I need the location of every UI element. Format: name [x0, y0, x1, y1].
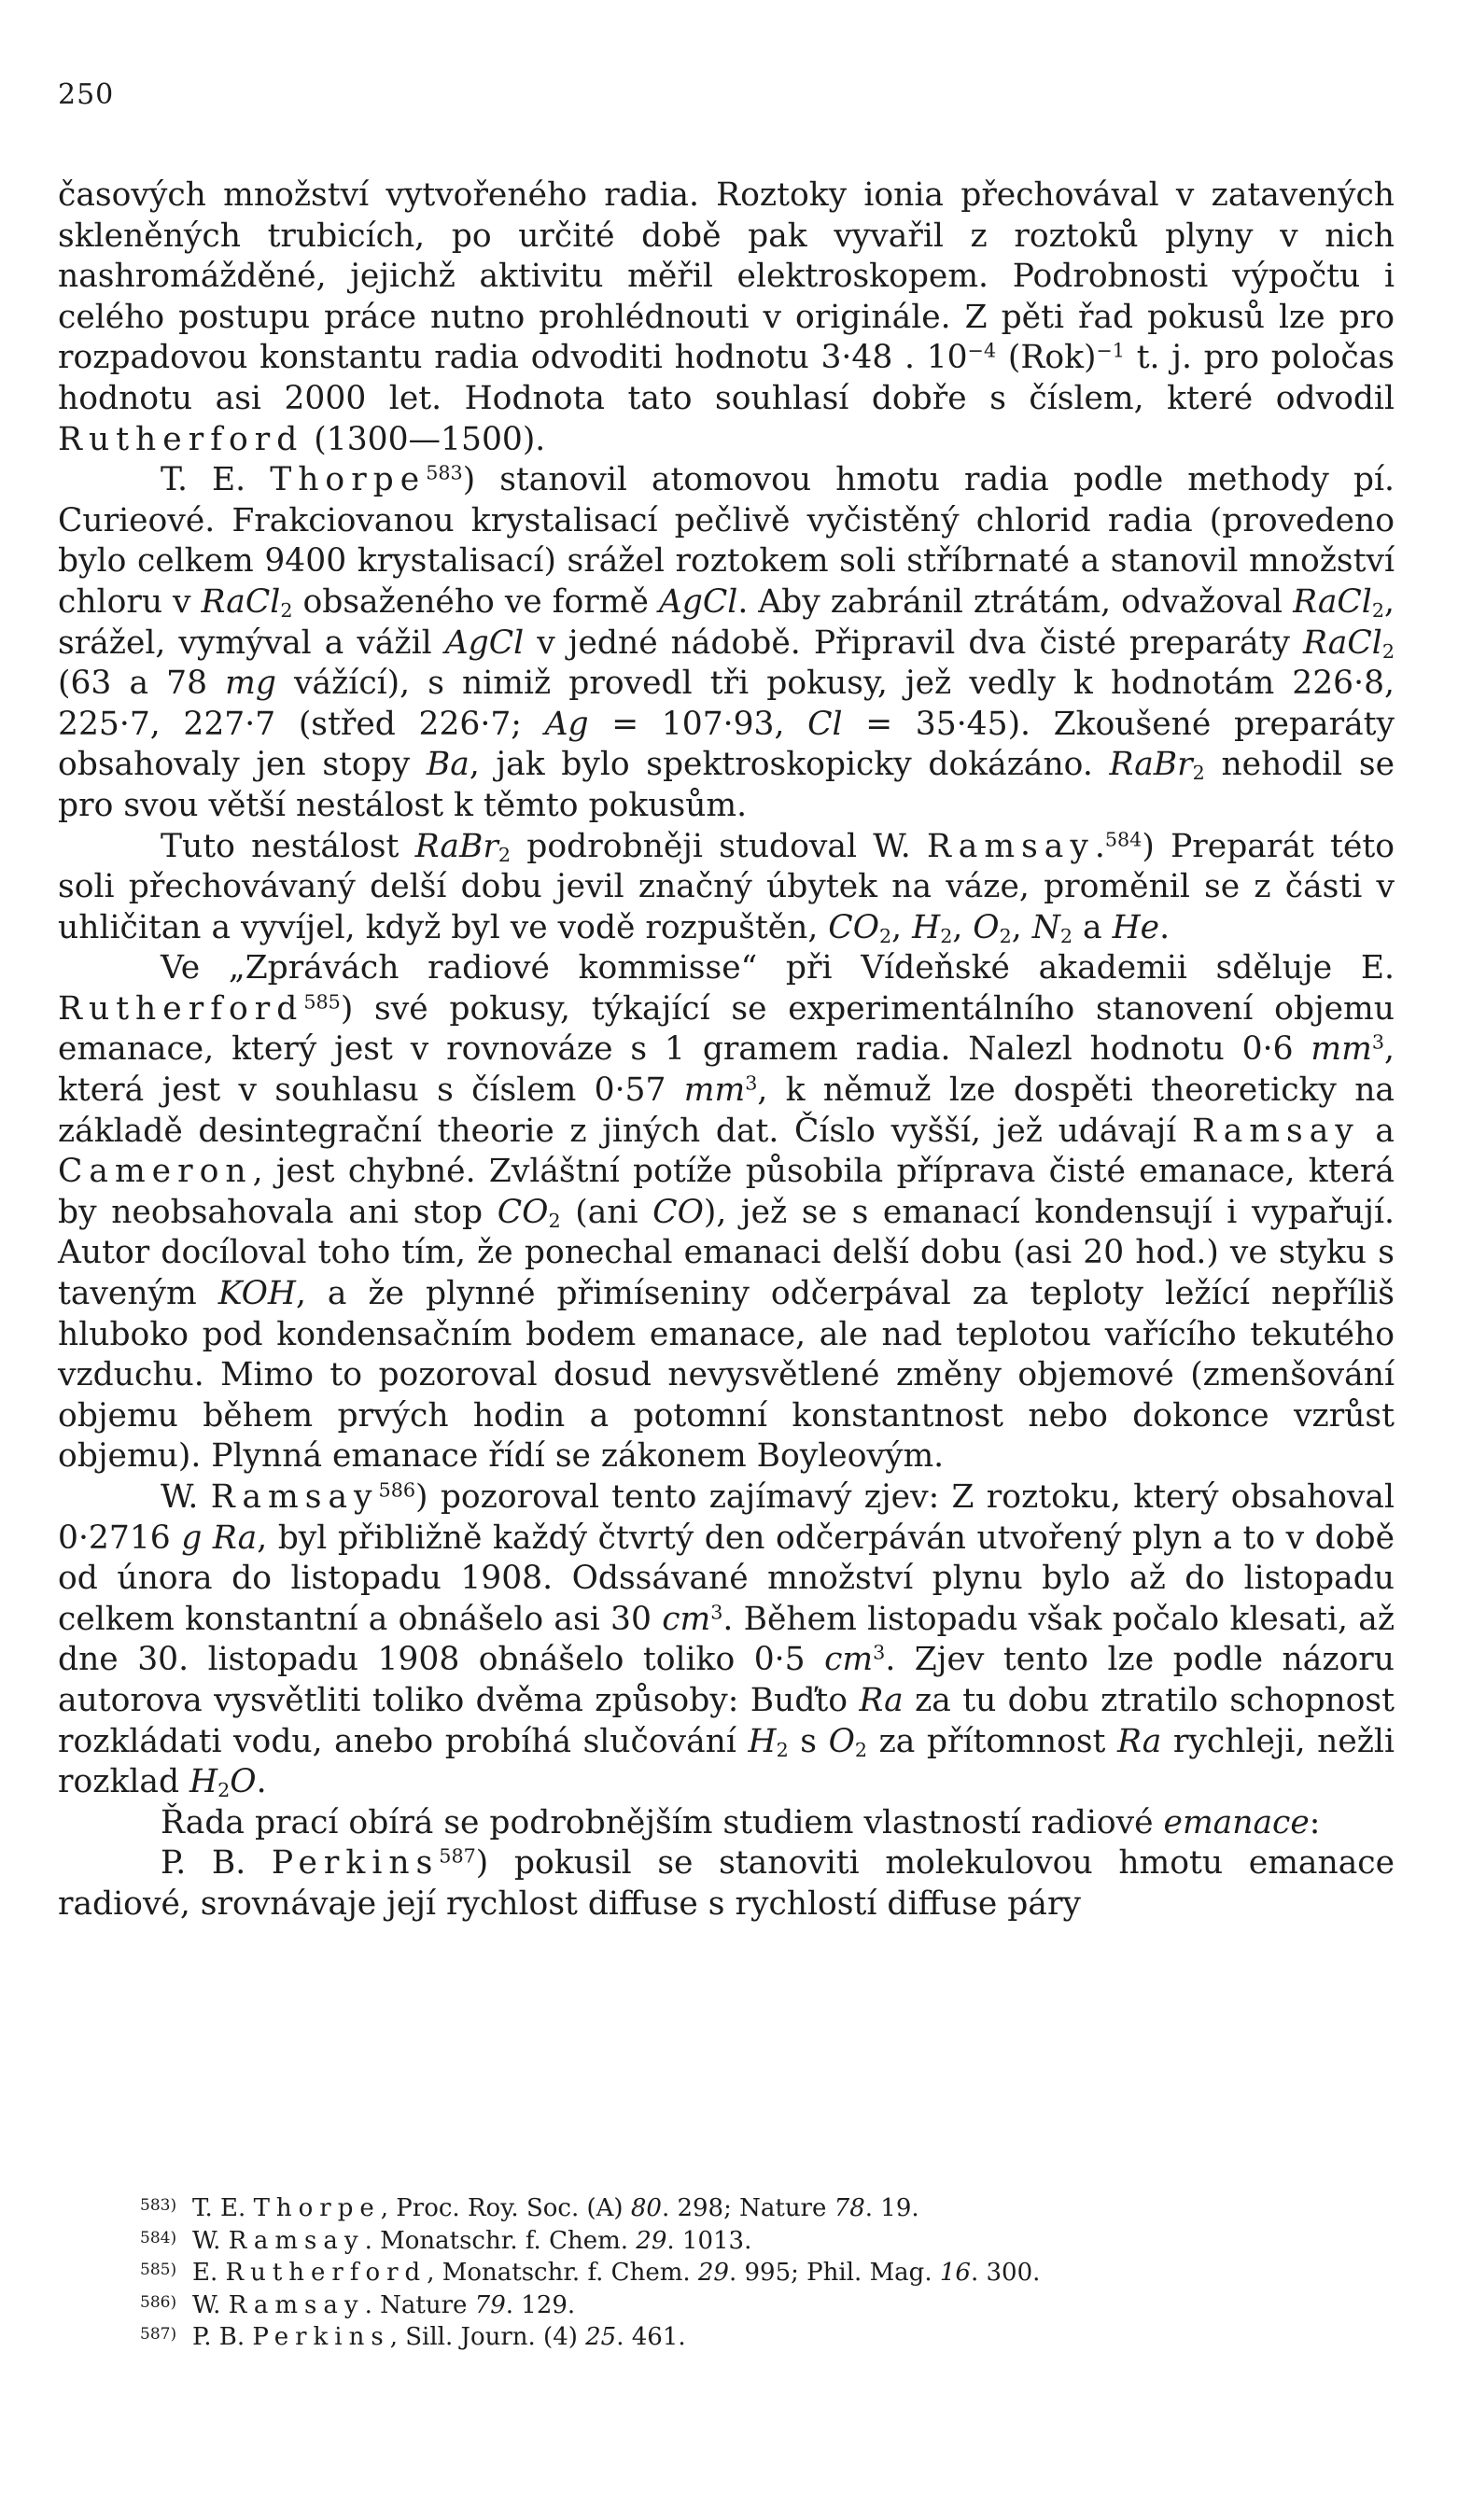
text-run: . Během listopadu však počalo klesati, až dne 30. listopadu 1908 obnášelo toliko 0·5 — [58, 1600, 1395, 1679]
text-run: časových množství vytvořeného radia. Roztoky ionia přechovával v zatavených skleněných trubicích, po určité době pak vyvařil z roztoků plyny v nich nashromážděné, jejichž aktivitu měřil elektroskopem. Podrobnosti výpočtu i celého postupu práce nutno prohlédnouti v originále. Z pěti řad pokusů lze pro rozpadovou konstantu radia odvoditi hodnotu 3·48 . 10 — [58, 176, 1395, 377]
text-run: W. — [192, 2290, 229, 2319]
text-run: ) své pokusy, týkající se experimentálního stanovení objemu emanace, který jest v rovnováze s 1 gramem radia. Nalezl hodnotu 0·6 — [58, 989, 1395, 1069]
italic-text: RaCl — [1293, 582, 1372, 621]
italic-text: AgCl — [444, 623, 525, 662]
italic-text: O — [230, 1763, 257, 1801]
italic-text: 80 — [630, 2194, 662, 2222]
text-run: , Monatschr. f. Chem. — [427, 2259, 698, 2287]
text-run: . 300. — [970, 2259, 1041, 2287]
text-run: s — [788, 1722, 829, 1760]
italic-text: CO — [828, 908, 879, 946]
superscript: 587 — [439, 1844, 476, 1868]
italic-text: O — [973, 908, 1000, 946]
italic-text: H — [748, 1722, 777, 1760]
text-run: , byl přibližně každý čtvrtý den odčerpáván utvořený plyn a to v době od února do listopadu 1908. Odssávané množství plynu bylo až do listopadu celkem konstantní a obnášelo asi 30 — [58, 1519, 1395, 1638]
body-text — [58, 175, 1395, 1925]
text-run: , Proc. Roy. Soc. (A) — [380, 2194, 631, 2222]
italic-text: CO — [497, 1193, 549, 1231]
text-run: T. E. — [161, 461, 271, 499]
superscript: 583 — [426, 461, 463, 484]
superscript: 586 — [378, 1478, 416, 1502]
text-run: ), jež se s emanací kondensují i vypařují. Autor docíloval toho tím, že ponechal emanaci delší dobu (asi 20 hod.) ve styku s taveným — [58, 1193, 1395, 1313]
paragraph — [58, 175, 1395, 460]
text-run: . 461. — [616, 2323, 686, 2351]
italic-text: 16 — [939, 2259, 971, 2287]
text-run: v jedné nádobě. Připravil dva čisté preparáty — [524, 623, 1304, 662]
superscript: 3 — [745, 1071, 758, 1095]
italic-text: Ag — [544, 705, 589, 743]
superscript: −1 — [1096, 340, 1125, 362]
italic-text: Cl — [807, 705, 843, 743]
text-run: , která jest v souhlasu s číslem 0·57 — [58, 1030, 1395, 1110]
spaced-name: Rutherford — [58, 420, 304, 458]
italic-text: cm — [824, 1641, 874, 1679]
subscript: 2 — [940, 924, 953, 947]
text-run: . 995; Phil. Mag. — [728, 2259, 940, 2287]
text-run: . 19. — [864, 2194, 919, 2222]
paragraph — [58, 948, 1395, 1477]
text-run: . — [1159, 908, 1171, 946]
text-run: , k němuž lze dospěti theoreticky na základě desintegrační theorie z jiných dat. Číslo vyšší, jež udávají — [58, 1071, 1395, 1150]
paragraph — [58, 460, 1395, 826]
text-run: , jak bylo spektroskopicky dokázáno. — [469, 746, 1110, 784]
subscript: 2 — [854, 1738, 868, 1761]
footnote — [140, 2289, 1400, 2321]
subscript: 2 — [1371, 599, 1385, 623]
text-run: . Monatschr. f. Chem. — [364, 2226, 637, 2255]
text-run: , a že plynné přimíseniny odčerpával za teploty ležící nepříliš hluboko pod kondensačním bodem emanace, ale nad teplotou vařícího tekutého vzduchu. Mimo to pozoroval dosud nevysvětlené změny objemové (zmenšování objemu během prvých hodin a potomní konstantnost nebo dokonce vzrůst objemu). Plynná emanace řídí se zákonem Boyleovým. — [58, 1275, 1395, 1476]
text-run: , — [952, 908, 974, 946]
italic-text: mg — [225, 665, 276, 703]
text-run: t. j. pro poločas hodnotu asi 2000 let. Hodnota tato souhlasí dobře s číslem, které odvodil — [58, 339, 1395, 417]
spaced-name: Rutherford — [225, 2259, 428, 2287]
text-run: . Aby zabránil ztrátám, odvažoval — [737, 582, 1294, 621]
text-run: . Zjev tento lze podle názoru autorova vysvětliti toliko dvěma způsoby: Buďto — [58, 1641, 1395, 1719]
text-run: . 129. — [505, 2290, 576, 2319]
superscript: −4 — [967, 340, 997, 362]
text-run: podrobněji studoval W. — [511, 827, 928, 865]
text-run: P. B. — [161, 1844, 272, 1883]
text-run: W. — [161, 1478, 211, 1516]
paragraph — [58, 827, 1395, 949]
subscript: 2 — [1059, 924, 1073, 947]
text-run: = 107·93, — [588, 705, 808, 743]
italic-text: mm — [1311, 1030, 1372, 1069]
paragraph — [58, 1477, 1395, 1803]
paragraph — [58, 1843, 1395, 1925]
spaced-name: Perkins — [271, 1844, 440, 1883]
text-run: Tuto nestálost — [161, 827, 415, 865]
italic-text: H — [912, 908, 941, 946]
footnote-number: 585) — [140, 2261, 177, 2279]
italic-text: Ra — [1116, 1722, 1162, 1760]
italic-text: g Ra — [181, 1519, 258, 1557]
superscript: 584 — [1104, 828, 1143, 851]
text-run: . 1013. — [666, 2226, 752, 2255]
spaced-name: Ramsay — [228, 2226, 365, 2255]
text-run: a — [1072, 908, 1113, 946]
text-run: . 298; Nature — [661, 2194, 834, 2222]
italic-text: cm — [662, 1600, 711, 1638]
text-run: Řada prací obírá se podrobnějším studiem vlastností radiové — [161, 1803, 1164, 1841]
footnote-number: 583) — [140, 2196, 177, 2215]
superscript: 3 — [710, 1601, 723, 1624]
spaced-name: Ramsay — [228, 2290, 365, 2319]
footnote — [140, 2256, 1400, 2289]
text-run: (63 a 78 — [58, 665, 226, 703]
footnote-number: 584) — [140, 2228, 177, 2247]
text-run: , — [1011, 908, 1032, 946]
footnotes — [140, 2191, 1400, 2353]
footnote — [140, 2224, 1400, 2257]
subscript: 2 — [498, 843, 511, 866]
text-run: nehodil se pro svou větší nestálost k těmto pokusům. — [58, 746, 1395, 824]
italic-text: RaBr — [1109, 746, 1193, 784]
text-run: (ani — [560, 1193, 653, 1231]
spaced-name: Cameron — [58, 1153, 253, 1191]
subscript: 2 — [878, 924, 892, 947]
italic-text: O — [828, 1722, 855, 1760]
text-run: rychleji, nežli rozklad — [58, 1722, 1395, 1801]
italic-text: Ra — [859, 1681, 904, 1719]
italic-text: mm — [683, 1071, 746, 1110]
italic-text: 29 — [697, 2259, 729, 2287]
text-run: W. — [192, 2226, 229, 2255]
page-number: 250 — [58, 78, 115, 111]
italic-text: Ba — [426, 746, 470, 784]
footnote-number: 586) — [140, 2292, 177, 2312]
text-run: (Rok) — [996, 339, 1097, 377]
text-run: . Nature — [364, 2290, 475, 2319]
text-run: obsaženého ve formě — [292, 582, 659, 621]
italic-text: 29 — [636, 2226, 667, 2255]
text-run: (1300—1500). — [303, 420, 546, 458]
italic-text: 25 — [585, 2323, 617, 2351]
italic-text: RaBr — [414, 827, 498, 865]
text-run: ) Preparát této soli přechovávaný delší dobu jevil značný úbytek na váze, proměnil se z části v uhličitan a vyvíjel, když byl ve vodě rozpuštěn, — [58, 827, 1395, 946]
text-run: vážící), s nimiž provedl tři pokusy, jež vedly k hodnotám 226·8, 225·7, 227·7 (střed 226·7; — [58, 665, 1395, 743]
italic-text: AgCl — [658, 582, 738, 621]
text-run: = 35·45). Zkoušené preparáty obsahovaly jen stopy — [58, 705, 1395, 784]
spaced-name: Thorpe — [270, 461, 427, 499]
paragraph — [58, 1803, 1395, 1844]
subscript: 2 — [217, 1779, 231, 1802]
text-run: ) pozoroval tento zajímavý zjev: Z roztoku, který obsahoval 0·2716 — [58, 1478, 1395, 1557]
text-run: , jest chybné. Zvláštní potíže působila příprava čisté emanace, která by neobsahovala ani stop — [58, 1153, 1395, 1231]
text-run: a — [1359, 1112, 1395, 1150]
footnote-separator — [58, 2154, 1395, 2155]
text-run: : — [1309, 1803, 1321, 1841]
subscript: 2 — [999, 924, 1012, 947]
spaced-name: Thorpe — [253, 2194, 381, 2222]
italic-text: CO — [652, 1193, 704, 1231]
spaced-name: Ramsay — [210, 1478, 379, 1516]
spaced-name: Ramsay — [927, 827, 1095, 865]
footnote-number: 587) — [140, 2325, 177, 2344]
text-run: za přítomnost — [867, 1722, 1117, 1760]
superscript: 585 — [303, 990, 341, 1014]
italic-text: emanace — [1163, 1803, 1310, 1841]
italic-text: 79 — [474, 2290, 506, 2319]
italic-text: RaCl — [1303, 623, 1382, 662]
text-run: Ve „Zprávách radiové kommisse“ při Vídeňské akademii sděluje E. — [161, 949, 1395, 987]
text-run: , srážel, vymýval a vážil — [58, 582, 1395, 662]
subscript: 2 — [776, 1738, 789, 1761]
text-run: . — [256, 1763, 267, 1801]
superscript: 3 — [873, 1642, 886, 1664]
text-run: , Sill. Journ. (4) — [389, 2323, 586, 2351]
footnote — [140, 2320, 1400, 2353]
subscript: 2 — [1192, 762, 1205, 785]
superscript: 3 — [1371, 1031, 1385, 1055]
italic-text: 78 — [834, 2194, 865, 2222]
text-run: za tu dobu ztratilo schopnost rozkládati vodu, anebo probíhá slučování — [58, 1681, 1395, 1760]
italic-text: He — [1112, 908, 1160, 946]
spaced-name: Rutherford — [58, 989, 304, 1028]
subscript: 2 — [548, 1210, 561, 1233]
text-run: ) pokusil se stanoviti molekulovou hmotu emanace radiové, srovnávaje její rychlost diffuse s rychlostí diffuse páry — [58, 1844, 1395, 1923]
text-run: E. — [192, 2259, 226, 2287]
text-run: . — [1094, 827, 1105, 865]
italic-text: N — [1031, 908, 1060, 946]
italic-text: KOH — [217, 1275, 296, 1313]
spaced-name: Perkins — [252, 2323, 390, 2351]
subscript: 2 — [1381, 639, 1395, 663]
text-run: ) stanovil atomovou hmotu radia podle methody pí. Curieové. Frakciovanou krystalisací pečlivě vyčistěný chlorid radia (provedeno bylo celkem 9400 krystalisací) srážel roztokem soli stříbrnaté a stanovil množství chloru v — [58, 461, 1395, 621]
spaced-name: Ramsay — [1191, 1112, 1360, 1150]
footnote — [140, 2191, 1400, 2224]
text-run: , — [891, 908, 913, 946]
italic-text: H — [189, 1763, 218, 1801]
text-run: T. E. — [192, 2194, 254, 2222]
italic-text: RaCl — [201, 582, 281, 621]
subscript: 2 — [280, 599, 293, 623]
text-run: P. B. — [192, 2323, 253, 2351]
